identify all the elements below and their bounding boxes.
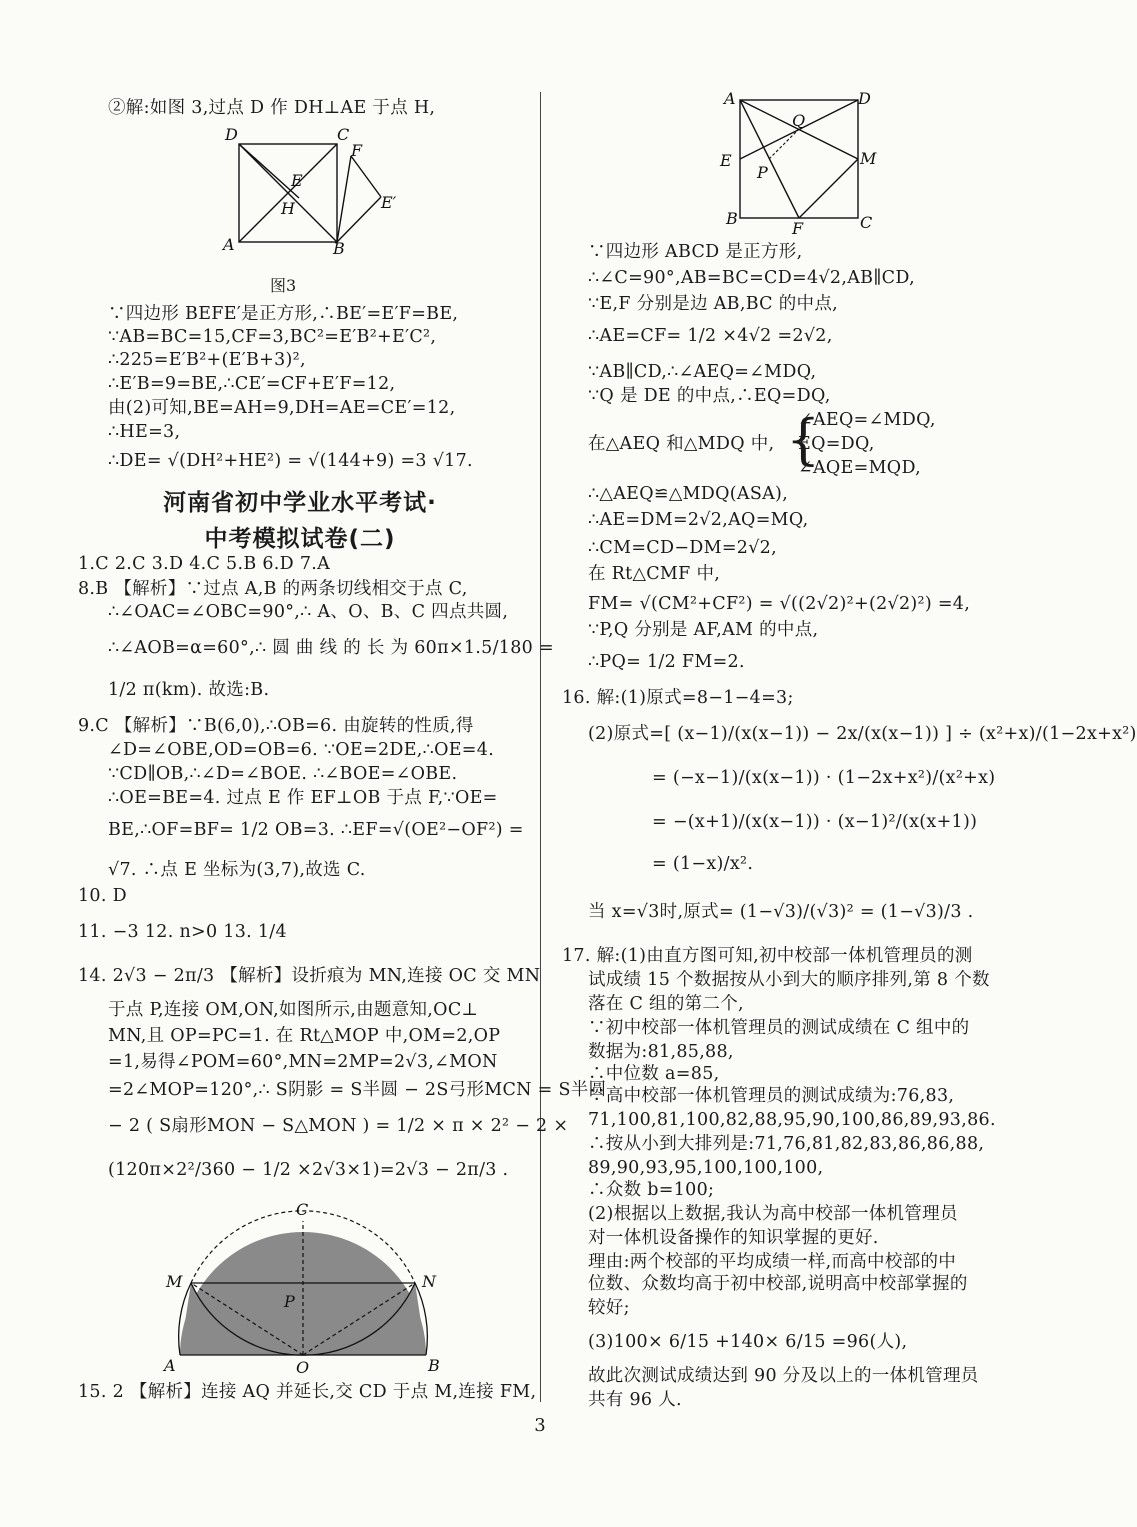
text-line: √7. ∴点 E 坐标为(3,7),故选 C.	[108, 860, 366, 880]
fig3-label-B: B	[333, 239, 345, 258]
text-line: 共有 96 人.	[588, 1390, 682, 1410]
text-line: ∴E′B=9=BE,∴CE′=CF+E′F=12,	[108, 374, 396, 394]
text-line: 在△AEQ 和△MDQ 中,	[588, 434, 775, 454]
sq-label-E: E	[720, 151, 732, 170]
text-line: 14. 2√3 − 2π/3 【解析】设折痕为 MN,连接 OC 交 MN	[78, 966, 541, 986]
text-line: 15. 2 【解析】连接 AQ 并延长,交 CD 于点 M,连接 FM,	[78, 1382, 537, 1402]
text-line: ∴DE= √(DH²+HE²) = √(144+9) =3 √17.	[108, 451, 473, 471]
text-line: EQ=DQ,	[798, 434, 875, 454]
text-line: 1/2 π(km). 故选:B.	[108, 680, 270, 700]
semi-label-B: B	[428, 1356, 440, 1375]
text-line: FM= √(CM²+CF²) = √((2√2)²+(2√2)²) =4,	[588, 594, 971, 614]
sq-label-B: B	[726, 209, 738, 228]
text-line: ∵P,Q 分别是 AF,AM 的中点,	[588, 620, 819, 640]
text-line: ∵AB=BC=15,CF=3,BC²=E′B²+E′C²,	[108, 327, 437, 347]
text-line: (2)根据以上数据,我认为高中校部一体机管理员	[588, 1204, 958, 1224]
square-abcd-diagram	[712, 88, 887, 238]
text-line: 89,90,93,95,100,100,100,	[588, 1158, 824, 1178]
fig3-label-C: C	[337, 125, 350, 144]
text-line: ∵E,F 分别是边 AB,BC 的中点,	[588, 294, 838, 314]
semi-label-M: M	[166, 1272, 183, 1291]
fig3-label-E-prime: E′	[381, 193, 397, 212]
text-line: ∵CD∥OB,∴∠D=∠BOE. ∴∠BOE=∠OBE.	[108, 764, 458, 784]
sq-label-C: C	[860, 213, 873, 232]
text-line: BE,∴OF=BF= 1/2 OB=3. ∴EF=√(OE²−OF²) =	[108, 820, 524, 840]
text-line: ∴∠AOB=α=60°,∴ 圆 曲 线 的 长 为 60π×1.5/180 =	[108, 638, 554, 658]
text-line: =2∠MOP=120°,∴ S阴影 = S半圆 − 2S弓形MCN = S半圆	[108, 1080, 607, 1100]
text-line: = (1−x)/x².	[652, 854, 754, 874]
text-line: 理由:两个校部的平均成绩一样,而高中校部的中	[588, 1252, 957, 1272]
fig3-label-H: H	[281, 199, 295, 218]
text-line: ∵AB∥CD,∴∠AEQ=∠MDQ,	[588, 362, 817, 382]
sq-label-F: F	[792, 219, 804, 238]
text-line: ∵Q 是 DE 的中点,∴EQ=DQ,	[588, 386, 831, 406]
text-line: ∴按从小到大排列是:71,76,81,82,83,86,86,88,	[588, 1134, 985, 1154]
answer-10: 10. D	[78, 886, 127, 906]
fig3-label-E: E	[291, 171, 303, 190]
fig3-label-F: F	[351, 141, 363, 160]
text-line: ∴CM=CD−DM=2√2,	[588, 538, 777, 558]
sq-label-D: D	[858, 89, 871, 108]
text-line: ∠AEQ=∠MDQ,	[798, 410, 936, 430]
text-line: ∵初中校部一体机管理员的测试成绩在 C 组中的	[588, 1018, 970, 1038]
text-line: 于点 P,连接 OM,ON,如图所示,由题意知,OC⊥	[108, 1000, 479, 1020]
page-number: 3	[534, 1415, 546, 1436]
text-line: (3)100× 6/15 +140× 6/15 =96(人),	[588, 1332, 908, 1352]
text-line: 故此次测试成绩达到 90 分及以上的一体机管理员	[588, 1366, 979, 1386]
text-line: ∴OE=BE=4. 过点 E 作 EF⊥OB 于点 F,∵OE=	[108, 788, 498, 808]
answers-11-13: 11. −3 12. n>0 13. 1/4	[78, 922, 287, 942]
sq-label-M: M	[860, 149, 877, 168]
column-divider	[540, 92, 541, 1402]
text-line: 71,100,81,100,82,88,95,90,100,86,89,93,86.	[588, 1110, 996, 1130]
text-line: = (−x−1)/(x(x−1)) · (1−2x+x²)/(x²+x)	[652, 768, 996, 788]
text-line: 落在 C 组的第二个,	[588, 994, 744, 1014]
exam-title-line-1: 河南省初中学业水平考试·	[163, 490, 437, 516]
text-line: MN,且 OP=PC=1. 在 Rt△MOP 中,OM=2,OP	[108, 1026, 501, 1046]
text-line: 对一体机设备操作的知识掌握的更好.	[588, 1228, 879, 1248]
text-line: 由(2)可知,BE=AH=9,DH=AE=CE′=12,	[108, 398, 456, 418]
text-line: ∠D=∠OBE,OD=OB=6. ∵OE=2DE,∴OE=4.	[108, 740, 495, 760]
exam-title-line-2: 中考模拟试卷(二)	[204, 526, 396, 552]
semi-label-C: C	[296, 1200, 309, 1219]
text-line: =1,易得∠POM=60°,MN=2MP=2√3,∠MON	[108, 1052, 498, 1072]
figure-3-square-diagram	[215, 122, 415, 257]
sq-label-A: A	[724, 89, 736, 108]
text-line: ∴∠OAC=∠OBC=90°,∴ A、O、B、C 四点共圆,	[108, 602, 509, 622]
text-line: 试成绩 15 个数据按从小到大的顺序排列,第 8 个数	[588, 970, 990, 990]
semi-label-P: P	[284, 1292, 295, 1311]
sq-label-P: P	[757, 163, 768, 182]
text-line: ∵高中校部一体机管理员的测试成绩为:76,83,	[588, 1086, 955, 1106]
text-line: (2)原式=[ (x−1)/(x(x−1)) − 2x/(x(x−1)) ] ÷ (x²+x)/(1−2x+x²)	[588, 724, 1137, 744]
text-line: = −(x+1)/(x(x−1)) · (x−1)²/(x(x+1))	[652, 812, 978, 832]
fig3-label-A: A	[223, 235, 235, 254]
text-line: 较好;	[588, 1298, 630, 1318]
text-line: ②解:如图 3,过点 D 作 DH⊥AE 于点 H,	[108, 98, 436, 118]
text-line: ∵四边形 BEFE′是正方形,∴BE′=E′F=BE,	[108, 304, 459, 324]
brace-icon: {	[786, 408, 821, 471]
semi-label-O: O	[296, 1358, 310, 1377]
text-line: 位数、众数均高于初中校部,说明高中校部掌握的	[588, 1274, 968, 1294]
text-line: 在 Rt△CMF 中,	[588, 564, 721, 584]
semi-label-A: A	[164, 1356, 176, 1375]
text-line: 8.B 【解析】∵过点 A,B 的两条切线相交于点 C,	[78, 579, 468, 599]
text-line: ∠AQE=MQD,	[798, 458, 922, 478]
text-line: ∴∠C=90°,AB=BC=CD=4√2,AB∥CD,	[588, 268, 915, 288]
text-line: ∴PQ= 1/2 FM=2.	[588, 652, 745, 672]
text-line: 17. 解:(1)由直方图可知,初中校部一体机管理员的测	[562, 946, 973, 966]
text-line: − 2 ( S扇形MON − S△MON ) = 1/2 × π × 2² − 2 ×	[108, 1116, 569, 1136]
text-line: 9.C 【解析】∵B(6,0),∴OB=6. 由旋转的性质,得	[78, 716, 474, 736]
semi-label-N: N	[422, 1272, 436, 1291]
answers-1-7: 1.C 2.C 3.D 4.C 5.B 6.D 7.A	[78, 554, 331, 574]
text-line: ∴HE=3,	[108, 422, 181, 442]
text-line: ∵四边形 ABCD 是正方形,	[588, 242, 803, 262]
figure-3-caption: 图3	[270, 276, 297, 295]
text-line: ∴225=E′B²+(E′B+3)²,	[108, 350, 306, 370]
semicircle-fold-diagram	[160, 1195, 450, 1380]
sq-label-Q: Q	[792, 111, 806, 130]
fig3-label-D: D	[225, 125, 238, 144]
text-line: 数据为:81,85,88,	[588, 1042, 734, 1062]
text-line: ∴中位数 a=85,	[588, 1064, 720, 1084]
text-line: ∴AE=CF= 1/2 ×4√2 =2√2,	[588, 326, 833, 346]
text-line: (120π×2²/360 − 1/2 ×2√3×1)=2√3 − 2π/3 .	[108, 1160, 509, 1180]
text-line: ∴△AEQ≌△MDQ(ASA),	[588, 484, 789, 504]
text-line: ∴众数 b=100;	[588, 1180, 715, 1200]
text-line: 当 x=√3时,原式= (1−√3)/(√3)² = (1−√3)/3 .	[588, 902, 974, 922]
text-line: ∴AE=DM=2√2,AQ=MQ,	[588, 510, 809, 530]
text-line: 16. 解:(1)原式=8−1−4=3;	[562, 688, 794, 708]
